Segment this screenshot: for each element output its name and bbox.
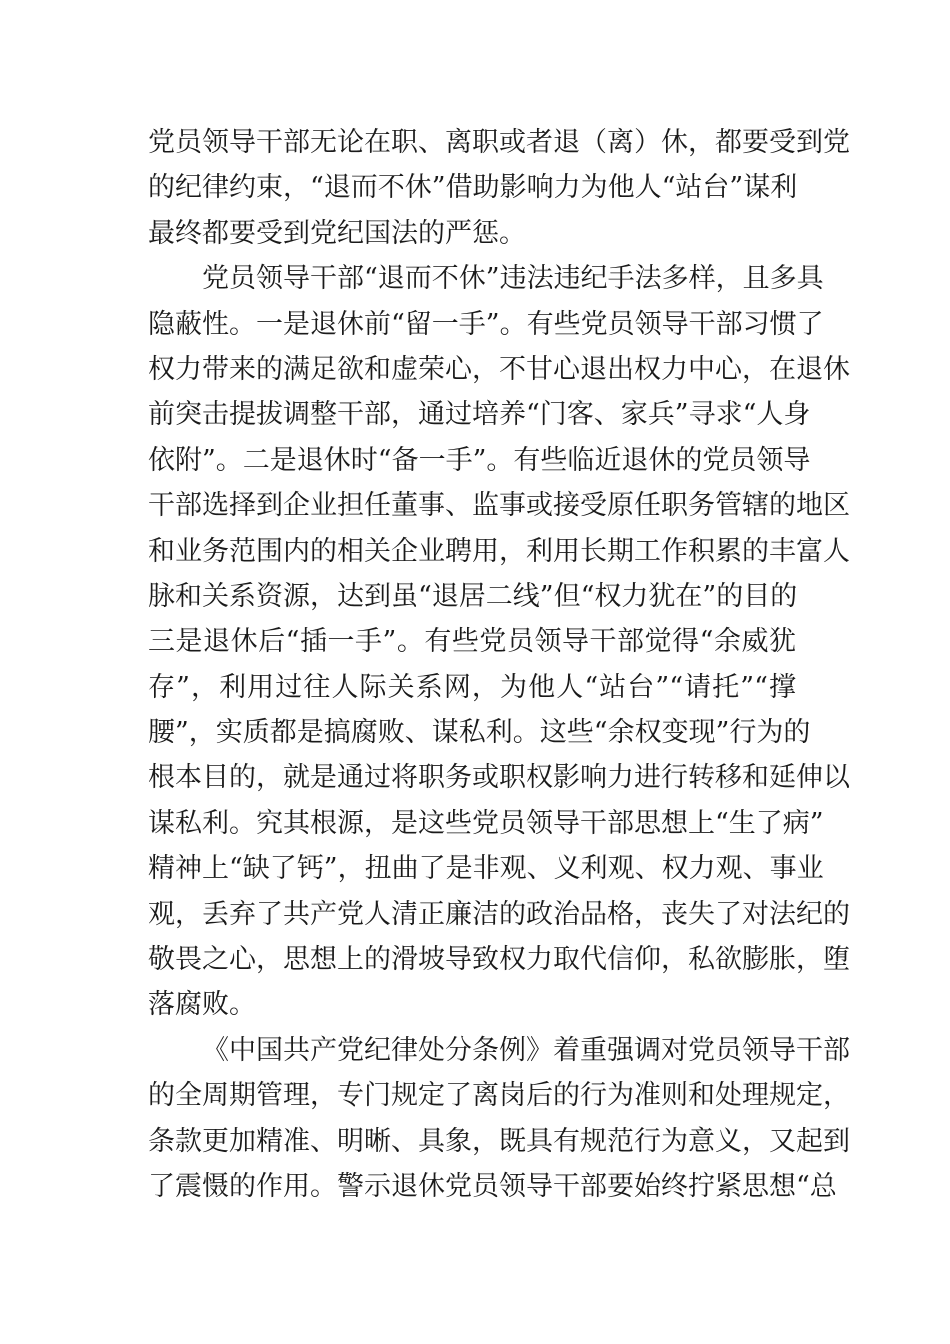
text-line: 脉和关系资源，达到虽“退居二线”但“权力犹在”的目的: [148, 580, 798, 612]
text-line: 权力带来的满足欲和虚荣心，不甘心退出权力中心，在退休: [148, 353, 850, 385]
paragraph-2: [148, 256, 850, 1028]
text-line: 敬畏之心，思想上的滑坡导致权力取代信仰，私欲膨胀，堕: [148, 944, 850, 976]
text-line: 落腐败。: [148, 989, 256, 1021]
paragraph-3: [148, 1028, 850, 1210]
text-line: 腰”，实质都是搞腐败、谋私利。这些“余权变现”行为的: [148, 717, 811, 749]
text-line: 依附”。二是退休时“备一手”。有些临近退休的党员领导: [148, 444, 811, 476]
document-body: [148, 120, 850, 1209]
text-line: 干部选择到企业担任董事、监事或接受原任职务管辖的地区: [148, 490, 850, 522]
text-line: 最终都要受到党纪国法的严惩。: [148, 217, 526, 249]
text-line: 前突击提拔调整干部，通过培养“门客、家兵”寻求“人身: [148, 399, 811, 431]
text-line: 了震慑的作用。警示退休党员领导干部要始终拧紧思想“总: [148, 1170, 837, 1202]
text-line: 条款更加精准、明晰、具象，既具有规范行为意义，又起到: [148, 1125, 850, 1157]
text-line: 党员领导干部无论在职、离职或者退（离）休，都要受到党: [148, 127, 850, 158]
text-line: 精神上“缺了钙”，扭曲了是非观、义利观、权力观、事业: [148, 853, 824, 885]
text-line: 存”，利用过往人际关系网，为他人“站台”“请托”“撑: [148, 671, 796, 703]
text-line: 谋私利。究其根源，是这些党员领导干部思想上“生了病”: [148, 807, 824, 839]
text-line: 的全周期管理，专门规定了离岗后的行为准则和处理规定，: [148, 1080, 850, 1112]
text-line: 三是退休后“插一手”。有些党员领导干部觉得“余威犹: [148, 626, 796, 658]
text-line: 根本目的，就是通过将职务或职权影响力进行转移和延伸以: [148, 762, 850, 794]
text-line: 的纪律约束，“退而不休”借助影响力为他人“站台”谋利: [148, 172, 798, 204]
text-line: 《中国共产党纪律处分条例》着重强调对党员领导干部: [202, 1034, 850, 1066]
paragraph-1: [148, 120, 850, 256]
text-line: 隐蔽性。一是退休前“留一手”。有些党员领导干部习惯了: [148, 308, 824, 340]
text-line: 党员领导干部“退而不休”违法违纪手法多样，且多具: [202, 263, 824, 295]
text-line: 观，丢弃了共产党人清正廉洁的政治品格，丧失了对法纪的: [148, 898, 850, 930]
text-line: 和业务范围内的相关企业聘用，利用长期工作积累的丰富人: [148, 535, 850, 567]
